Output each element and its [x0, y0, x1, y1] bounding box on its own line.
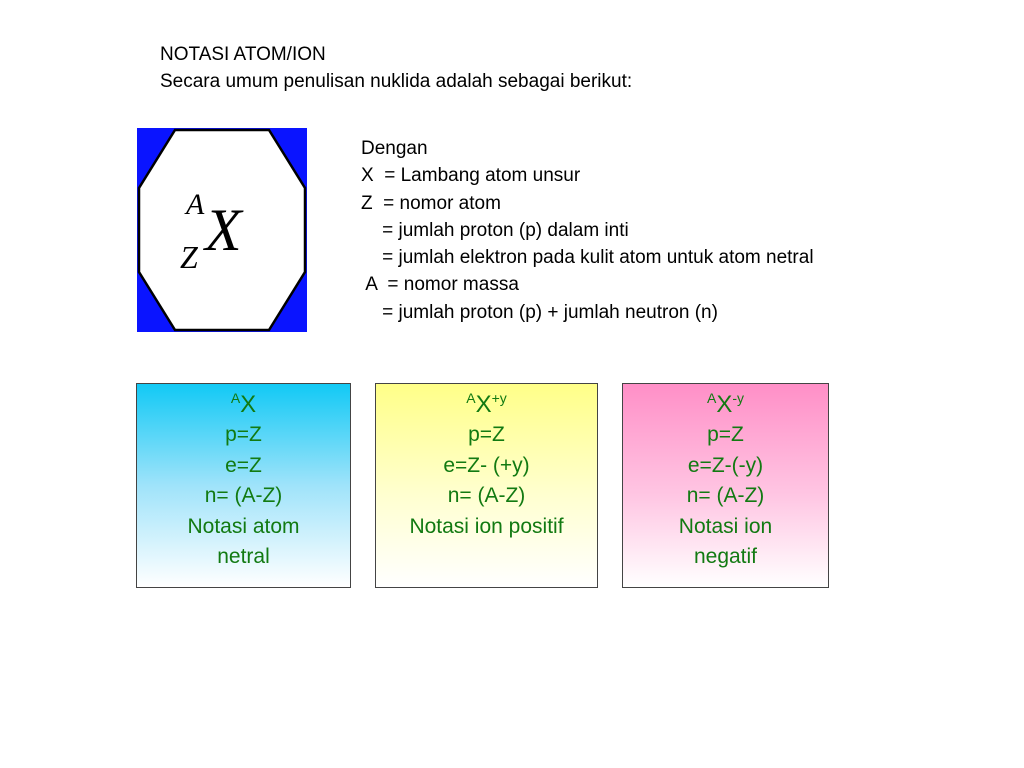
card-line: Notasi ion positif: [409, 514, 564, 538]
legend-line: = jumlah proton (p) dalam inti: [361, 219, 629, 241]
legend-line: X = Lambang atom unsur: [361, 165, 581, 187]
card-line: netral: [217, 545, 270, 568]
mass-number-symbol: A: [186, 188, 205, 221]
legend-line: A = nomor massa: [361, 274, 519, 296]
card-line: negatif: [693, 545, 758, 568]
card-line: n= (A-Z): [204, 484, 283, 507]
card-line: Notasi ion: [678, 514, 773, 538]
card-symbol: $^AX^{+y}$: [466, 390, 507, 418]
notation-legend: [361, 135, 814, 326]
card-neutral-atom: [136, 383, 351, 588]
card-line: p=Z: [707, 423, 744, 446]
card-line: e=Z-(-y): [687, 453, 764, 477]
card-symbol: $^A$X: [230, 390, 257, 418]
legend-line: = jumlah elektron pada kulit atom untuk atom netral: [361, 247, 814, 269]
card-line: Notasi atom: [187, 514, 300, 538]
card-positive-ion: [375, 383, 598, 588]
slide-title: NOTASI ATOM/ION: [160, 44, 326, 65]
element-symbol: X: [205, 197, 242, 263]
card-symbol: $^AX^{-y}$: [706, 390, 745, 418]
card-negative-ion: [622, 383, 829, 588]
legend-line: = jumlah proton (p) + jumlah neutron (n): [361, 301, 718, 323]
card-line: p=Z: [225, 423, 262, 446]
atomic-number-symbol: Z: [180, 239, 198, 275]
card-line: n= (A-Z): [447, 484, 526, 507]
slide-subtitle: Secara umum penulisan nuklida adalah sebagai berikut:: [160, 71, 633, 92]
slide-header: [160, 41, 632, 95]
card-line: n= (A-Z): [686, 484, 765, 507]
card-line: e=Z- (+y): [443, 453, 530, 477]
legend-line: Z = nomor atom: [361, 192, 501, 214]
card-line: e=Z: [225, 453, 262, 477]
card-line: p=Z: [468, 423, 505, 446]
legend-line: Dengan: [361, 138, 428, 159]
